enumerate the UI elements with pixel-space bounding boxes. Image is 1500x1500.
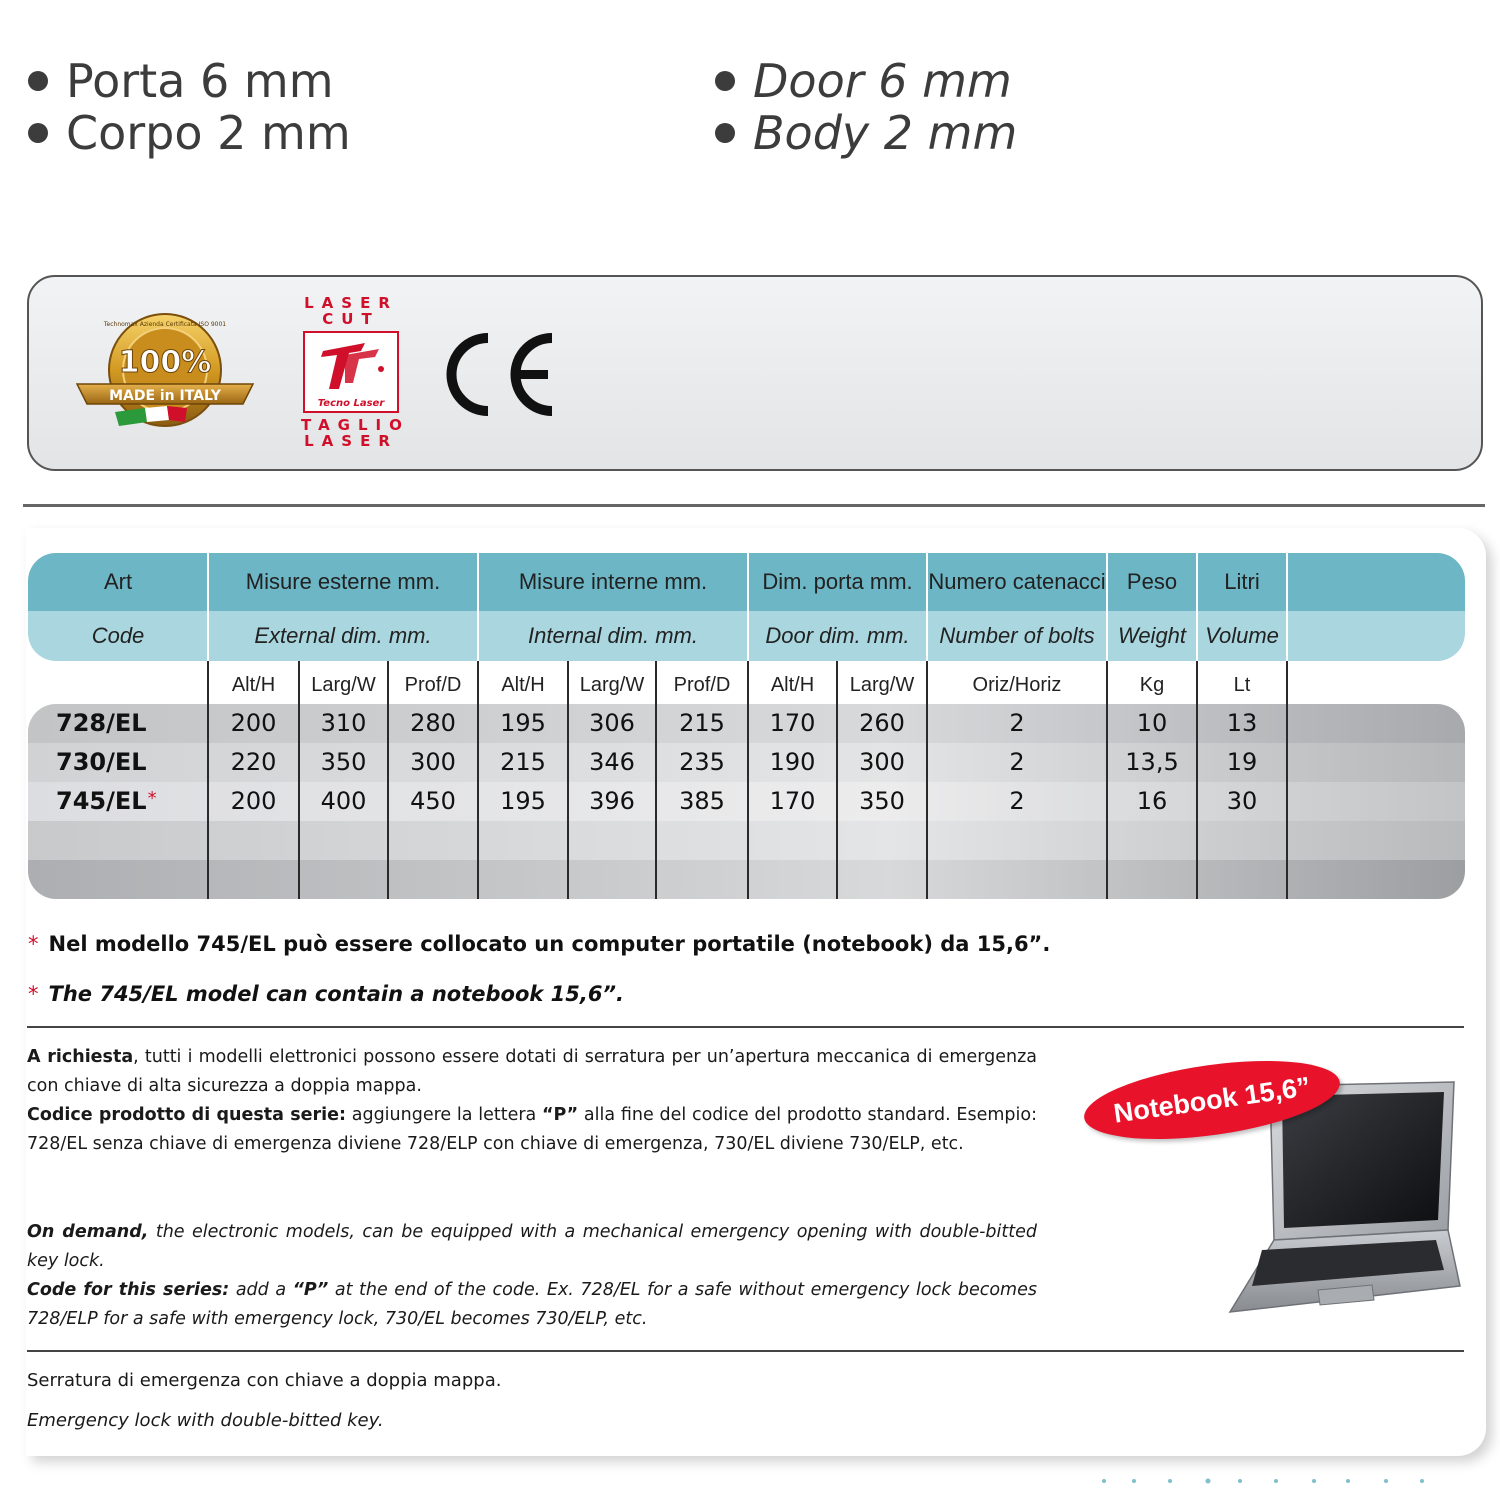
- feature-item: Porta 6 mm: [28, 55, 351, 107]
- table-cell: 350: [320, 748, 367, 776]
- table-cell: 2: [1009, 787, 1025, 815]
- feature-item: Body 2 mm: [715, 107, 1017, 159]
- unit-label: Alt/H: [770, 673, 815, 696]
- decorative-dots-icon: [1100, 1475, 1430, 1487]
- table-cell: 220: [230, 748, 277, 776]
- table-cell: 396: [589, 787, 635, 815]
- header-bolts-en: Number of bolts: [939, 623, 1095, 648]
- row-code: 730/EL: [56, 748, 147, 776]
- bullet-icon: [28, 123, 48, 143]
- footer-it: Serratura di emergenza con chiave a doppia mappa.: [27, 1370, 502, 1391]
- section-divider: [27, 1026, 1464, 1028]
- table-cell: 16: [1136, 787, 1168, 815]
- table-cell: 2: [1009, 709, 1025, 737]
- svg-text:Technomax Azienda Certificata: Technomax Azienda Certificata ISO 9001: [103, 321, 227, 328]
- header-volume-en: Volume: [1205, 623, 1279, 648]
- unit-label: Kg: [1139, 673, 1165, 696]
- description-it: A richiesta, tutti i modelli elettronici possono essere dotati di serratura per un’apertura meccanica di emergenza con chiave di alta sicurezza a doppia mappa. Codice prodotto di questa serie: aggiungere la lettera “P” alla fine del codice del prodotto standard. Esempio: 728/EL senza chiave di emergenza diviene 728/ELP con chiave di emergenza, 730/EL diviene 730/ELP, etc.: [27, 1047, 1037, 1154]
- bullet-icon: [28, 71, 48, 91]
- table-cell: 235: [679, 748, 725, 776]
- section-divider: [27, 1350, 1464, 1352]
- features-it: [28, 55, 351, 159]
- feature-item: Corpo 2 mm: [28, 107, 351, 159]
- header-door-en: Door dim. mm.: [765, 623, 910, 648]
- certification-box: [27, 275, 1483, 471]
- table-cell: 170: [769, 787, 816, 815]
- header-code: Code: [91, 623, 145, 648]
- bullet-icon: [715, 123, 735, 143]
- table-cell: 170: [769, 709, 816, 737]
- table-cell: 19: [1226, 748, 1258, 776]
- header-internal: Misure interne mm.: [518, 569, 708, 594]
- table-cell: 300: [859, 748, 905, 776]
- table-cell: 195: [500, 709, 546, 737]
- header-external: Misure esterne mm.: [245, 569, 441, 594]
- table-cell: 346: [589, 748, 635, 776]
- table-cell: 260: [859, 709, 905, 737]
- table-cell: 190: [769, 748, 816, 776]
- laser-beam-icon: [305, 333, 397, 395]
- laser-cut-logo: LASER CUT Tecno Laser TAGLIO LASER: [301, 294, 410, 450]
- table-cell: 200: [230, 709, 277, 737]
- header-internal-en: Internal dim. mm.: [528, 623, 698, 648]
- bullet-icon: [715, 71, 735, 91]
- unit-label: Prof/D: [673, 673, 731, 696]
- row-code: 745/EL *: [56, 787, 157, 815]
- notebook-badge: Notebook 15,6”: [1079, 1047, 1344, 1152]
- table-cell: 310: [320, 709, 367, 737]
- unit-label: Prof/D: [404, 673, 462, 696]
- header-volume: Litri: [1224, 569, 1260, 594]
- description-en: On demand, the electronic models, can be equipped with a mechanical emergency opening with double-bitted key lock. Code for this series: add a “P” at the end of the code. Ex. 728/EL for a safe without emergency lock becomes 728/ELP for a safe with emergency lock, 730/EL becomes 730/ELP, etc.: [27, 1222, 1037, 1329]
- table-cell: 385: [679, 787, 725, 815]
- header-weight-en: Weight: [1117, 623, 1187, 648]
- table-cell: 2: [1009, 748, 1025, 776]
- section-divider: [23, 504, 1485, 507]
- table-cell: 300: [410, 748, 456, 776]
- table-cell: 13,5: [1125, 748, 1179, 776]
- table-cell: 450: [410, 787, 456, 815]
- table-cell: 200: [230, 787, 277, 815]
- header-bolts: Numero catenacci: [928, 569, 1106, 594]
- svg-text:MADE in ITALY: MADE in ITALY: [109, 388, 221, 404]
- column-divider: [1286, 661, 1288, 899]
- table-cell: 400: [320, 787, 367, 815]
- unit-label: Larg/W: [849, 673, 915, 696]
- table-cell: 215: [500, 748, 546, 776]
- svg-text:CE: CE: [446, 332, 448, 333]
- unit-label: Larg/W: [311, 673, 376, 696]
- footnote-it: * Nel modello 745/EL può essere collocato un computer portatile (notebook) da 15,6”.: [28, 932, 1051, 956]
- table-cell: 10: [1136, 709, 1168, 737]
- svg-text:100%: 100%: [118, 345, 212, 380]
- footnote-en: * The 745/EL model can contain a notebook 15,6”.: [28, 982, 624, 1006]
- unit-label: Lt: [1233, 673, 1251, 696]
- table-cell: 195: [500, 787, 546, 815]
- unit-label: Larg/W: [579, 673, 645, 696]
- tecno-laser-logo: Tecno Laser: [303, 331, 399, 413]
- table-cell: 306: [589, 709, 635, 737]
- unit-label: Oriz/Horiz: [972, 673, 1062, 696]
- header-art: Art: [103, 569, 133, 594]
- table-cell: 280: [410, 709, 456, 737]
- unit-label: Alt/H: [231, 673, 276, 696]
- header-weight: Peso: [1126, 569, 1178, 594]
- row-code: 728/EL: [56, 709, 147, 737]
- feature-item: Door 6 mm: [715, 55, 1017, 107]
- header-external-en: External dim. mm.: [254, 623, 432, 648]
- table-cell: 13: [1226, 709, 1258, 737]
- made-in-italy-badge-icon: [75, 312, 255, 432]
- features-en: [715, 55, 1017, 159]
- unit-label: Alt/H: [501, 673, 545, 696]
- table-cell: 30: [1226, 787, 1258, 815]
- header-door: Dim. porta mm.: [762, 569, 913, 594]
- column-divider: [1286, 553, 1288, 661]
- table-cell: 350: [859, 787, 905, 815]
- ce-mark-icon: [446, 332, 561, 417]
- footer-en: Emergency lock with double-bitted key.: [27, 1410, 384, 1431]
- table-cell: 215: [679, 709, 725, 737]
